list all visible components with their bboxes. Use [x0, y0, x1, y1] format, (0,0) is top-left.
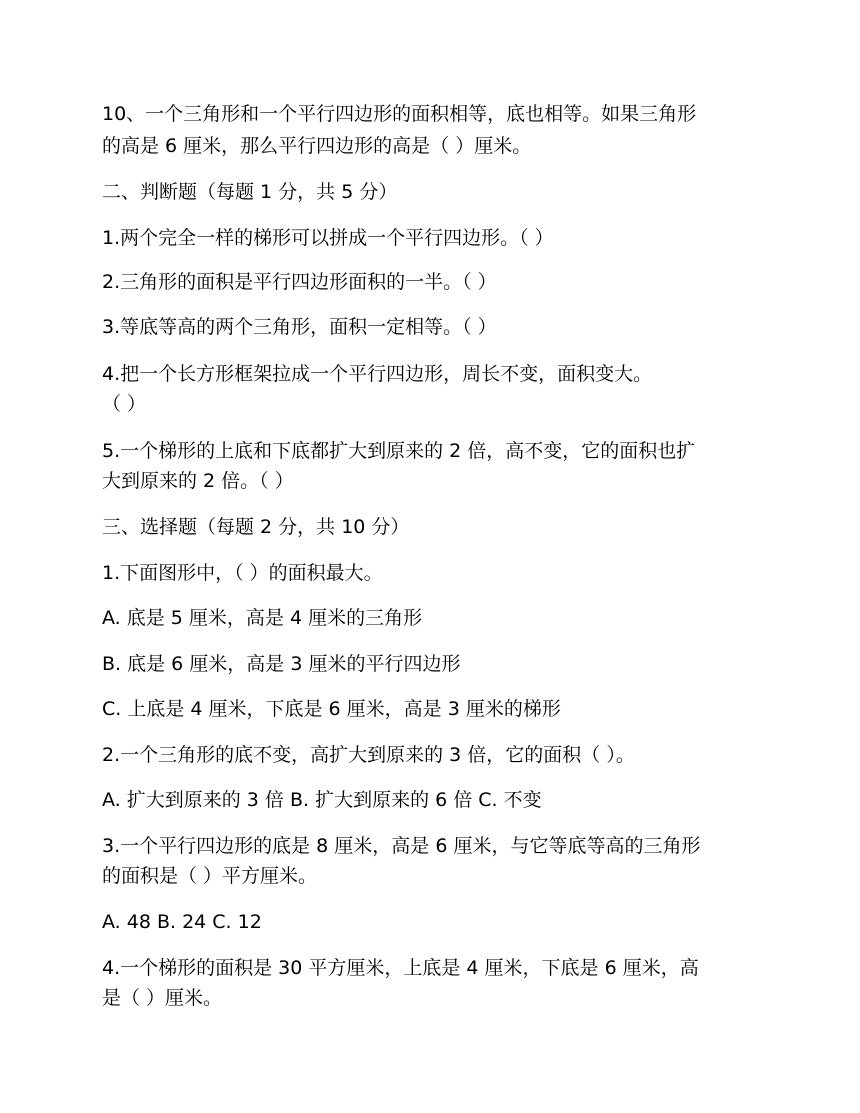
tf-question-4-line-2: （ ）: [102, 393, 147, 415]
mc-question-1-option-a: A. 底是 5 厘米，高是 4 厘米的三角形: [102, 607, 423, 629]
section-heading-true-false: 二、判断题（每题 1 分，共 5 分）: [102, 181, 398, 203]
section-heading-multiple-choice: 三、选择题（每题 2 分，共 10 分）: [102, 516, 410, 538]
mc-question-3-line-2: 的面积是（ ）平方厘米。: [102, 865, 318, 887]
mc-question-2-options: A. 扩大到原来的 3 倍 B. 扩大到原来的 6 倍 C. 不变: [102, 789, 542, 811]
question-10-line-2: 的高是 6 厘米，那么平行四边形的高是（ ）厘米。: [102, 135, 532, 157]
tf-question-1: 1.两个完全一样的梯形可以拼成一个平行四边形。（ ）: [102, 227, 554, 249]
mc-question-1: 1.下面图形中，（ ）的面积最大。: [102, 562, 383, 584]
mc-question-3-line-1: 3.一个平行四边形的底是 8 厘米，高是 6 厘米，与它等底等高的三角形: [102, 835, 701, 857]
tf-question-2: 2.三角形的面积是平行四边形面积的一半。（ ）: [102, 271, 497, 293]
tf-question-3: 3.等底等高的两个三角形，面积一定相等。（ ）: [102, 316, 497, 338]
mc-question-4-line-2: 是（ ）厘米。: [102, 987, 223, 1009]
mc-question-4-line-1: 4.一个梯形的面积是 30 平方厘米，上底是 4 厘米，下底是 6 厘米，高: [102, 957, 699, 979]
question-10-line-1: 10、一个三角形和一个平行四边形的面积相等，底也相等。如果三角形: [102, 103, 697, 125]
mc-question-1-option-b: B. 底是 6 厘米，高是 3 厘米的平行四边形: [102, 653, 461, 675]
tf-question-5-line-1: 5.一个梯形的上底和下底都扩大到原来的 2 倍，高不变，它的面积也扩: [102, 440, 696, 462]
mc-question-2: 2.一个三角形的底不变，高扩大到原来的 3 倍，它的面积（ ）。: [102, 744, 635, 766]
tf-question-5-line-2: 大到原来的 2 倍。（ ）: [102, 470, 294, 492]
mc-question-1-option-c: C. 上底是 4 厘米，下底是 6 厘米，高是 3 厘米的梯形: [102, 698, 561, 720]
mc-question-3-options: A. 48 B. 24 C. 12: [102, 911, 262, 933]
tf-question-4-line-1: 4.把一个长方形框架拉成一个平行四边形，周长不变，面积变大。: [102, 363, 653, 385]
